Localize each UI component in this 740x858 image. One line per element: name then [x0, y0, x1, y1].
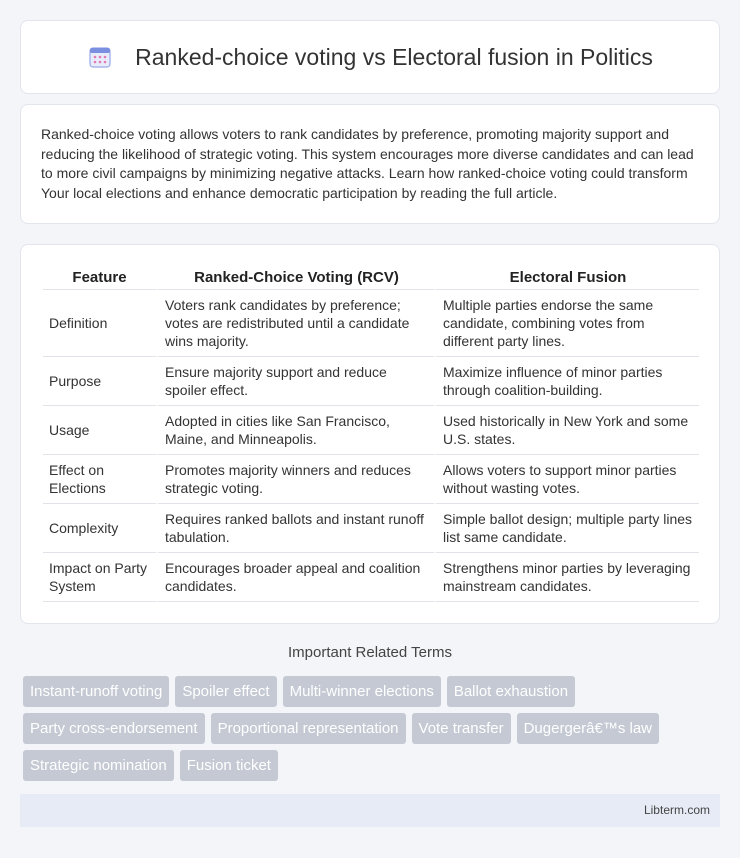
comparison-table-card: [20, 244, 720, 624]
comparison-table: [43, 263, 699, 602]
rcv-cell: Adopted in cities like San Francisco, Maine, and Minneapolis.: [156, 406, 434, 455]
feature-cell: Effect on Elections: [43, 455, 156, 504]
rcv-cell: Requires ranked ballots and instant runoff tabulation.: [156, 504, 434, 553]
header-rcv: Ranked-Choice Voting (RCV): [156, 263, 434, 290]
table-row: [43, 357, 699, 406]
feature-cell: Definition: [43, 290, 156, 357]
header-card: [20, 20, 720, 94]
related-terms-list: [23, 676, 723, 787]
fusion-cell: Used historically in New York and some U.S. states.: [434, 406, 699, 455]
related-term-tag[interactable]: Instant-runoff voting: [23, 676, 169, 707]
fusion-cell: Multiple parties endorse the same candidate, combining votes from different party lines.: [434, 290, 699, 357]
related-term-tag[interactable]: Spoiler effect: [175, 676, 276, 707]
page-title: Ranked-choice voting vs Electoral fusion in Politics: [135, 43, 653, 70]
related-terms-title: Important Related Terms: [288, 644, 452, 661]
header-fusion: Electoral Fusion: [434, 263, 699, 290]
fusion-cell: Allows voters to support minor parties without wasting votes.: [434, 455, 699, 504]
calendar-icon: [87, 44, 113, 70]
footer-site-link[interactable]: Libterm.com: [643, 803, 710, 817]
header-feature: Feature: [43, 263, 156, 290]
rcv-cell: Encourages broader appeal and coalition candidates.: [156, 553, 434, 602]
table-row: [43, 290, 699, 357]
table-row: [43, 455, 699, 504]
intro-text: Ranked-choice voting allows voters to rank candidates by preference, promoting majority support and reducing the likelihood of strategic voting. This system encourages more diverse candidates and can lead to more civil campaigns by minimizing negative attacks. Learn how ranked-choice voting could transform Your local elections and enhance democratic participation by reading the full article.: [41, 126, 694, 201]
related-term-tag[interactable]: Ballot exhaustion: [447, 676, 575, 707]
rcv-cell: Ensure majority support and reduce spoiler effect.: [156, 357, 434, 406]
feature-cell: Purpose: [43, 357, 156, 406]
feature-cell: Complexity: [43, 504, 156, 553]
related-term-tag[interactable]: Strategic nomination: [23, 750, 174, 781]
table-row: [43, 504, 699, 553]
related-term-tag[interactable]: Vote transfer: [412, 713, 511, 744]
rcv-cell: Voters rank candidates by preference; votes are redistributed until a candidate wins majority.: [156, 290, 434, 357]
feature-cell: Impact on Party System: [43, 553, 156, 602]
table-header-row: [43, 263, 699, 290]
related-term-tag[interactable]: Party cross-endorsement: [23, 713, 205, 744]
related-term-tag[interactable]: Fusion ticket: [180, 750, 278, 781]
fusion-cell: Simple ballot design; multiple party lines list same candidate.: [434, 504, 699, 553]
intro-card: [20, 104, 720, 224]
footer: [20, 794, 720, 827]
related-term-tag[interactable]: Dugergerâ€™s law: [517, 713, 659, 744]
table-row: [43, 553, 699, 602]
related-term-tag[interactable]: Proportional representation: [211, 713, 406, 744]
fusion-cell: Strengthens minor parties by leveraging mainstream candidates.: [434, 553, 699, 602]
related-term-tag[interactable]: Multi-winner elections: [283, 676, 441, 707]
table-row: [43, 406, 699, 455]
rcv-cell: Promotes majority winners and reduces strategic voting.: [156, 455, 434, 504]
feature-cell: Usage: [43, 406, 156, 455]
fusion-cell: Maximize influence of minor parties through coalition-building.: [434, 357, 699, 406]
